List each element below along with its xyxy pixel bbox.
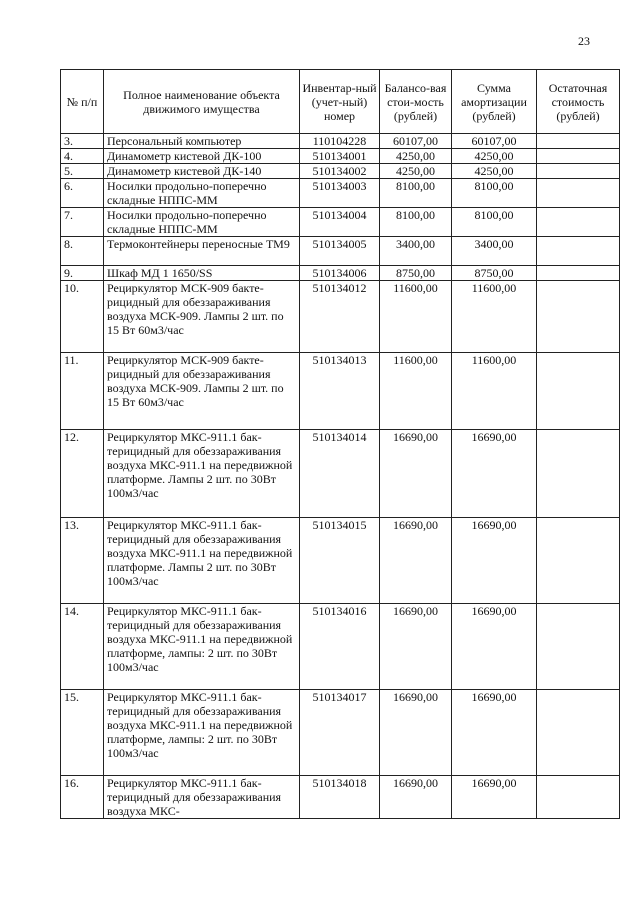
row-name: Динамометр кистевой ДК-100 <box>104 149 300 164</box>
row-amortization: 16690,00 <box>452 604 537 690</box>
row-balance-value: 8100,00 <box>380 179 452 208</box>
row-balance-value: 60107,00 <box>380 134 452 149</box>
row-balance-value: 16690,00 <box>380 604 452 690</box>
row-residual-value <box>537 149 620 164</box>
table-row <box>61 353 620 430</box>
table-row <box>61 518 620 604</box>
header-num: № п/п <box>61 70 104 134</box>
row-number: 13. <box>61 518 104 604</box>
row-name: Носилки продольно-поперечно складные НППС-ММ <box>104 208 300 237</box>
row-amortization: 8750,00 <box>452 266 537 281</box>
row-residual-value <box>537 430 620 518</box>
row-name: Носилки продольно-поперечно складные НППС-ММ <box>104 179 300 208</box>
row-residual-value <box>537 179 620 208</box>
row-amortization: 16690,00 <box>452 776 537 819</box>
header-amortization: Сумма амортизации (рублей) <box>452 70 537 134</box>
row-name: Рециркулятор МСК-909 бакте-рицидный для обеззараживания воздуха МСК-909. Лампы 2 шт. по 15 Вт 60м3/час <box>104 281 300 353</box>
row-balance-value: 16690,00 <box>380 690 452 776</box>
row-residual-value <box>537 134 620 149</box>
header-name: Полное наименование объекта движимого имущества <box>104 70 300 134</box>
table-row <box>61 690 620 776</box>
table-row <box>61 281 620 353</box>
row-name: Термоконтейнеры переносные ТМ9 <box>104 237 300 266</box>
row-balance-value: 3400,00 <box>380 237 452 266</box>
table-row <box>61 149 620 164</box>
row-inventory-number: 510134016 <box>300 604 380 690</box>
row-inventory-number: 510134001 <box>300 149 380 164</box>
row-name: Рециркулятор МКС-911.1 бак-терицидный для обеззараживания воздуха МКС- <box>104 776 300 819</box>
table-body <box>61 134 620 819</box>
row-name: Рециркулятор МКС-911.1 бак-терицидный для обеззараживания воздуха МКС-911.1 на передвижной платформе, лампы: 2 шт. по 30Вт 100м3/час <box>104 690 300 776</box>
row-inventory-number: 510134015 <box>300 518 380 604</box>
table-row <box>61 430 620 518</box>
row-amortization: 8100,00 <box>452 179 537 208</box>
table-row <box>61 266 620 281</box>
row-residual-value <box>537 281 620 353</box>
row-balance-value: 16690,00 <box>380 518 452 604</box>
row-inventory-number: 510134003 <box>300 179 380 208</box>
row-inventory-number: 510134006 <box>300 266 380 281</box>
row-residual-value <box>537 604 620 690</box>
inventory-table <box>60 69 620 819</box>
row-number: 9. <box>61 266 104 281</box>
row-inventory-number: 510134002 <box>300 164 380 179</box>
row-name: Динамометр кистевой ДК-140 <box>104 164 300 179</box>
row-balance-value: 16690,00 <box>380 430 452 518</box>
row-number: 7. <box>61 208 104 237</box>
row-residual-value <box>537 208 620 237</box>
row-amortization: 16690,00 <box>452 430 537 518</box>
row-name: Рециркулятор МКС-911.1 бак-терицидный для обеззараживания воздуха МКС-911.1 на передвижной платформе. Лампы 2 шт. по 30Вт 100м3/час <box>104 430 300 518</box>
table-header-row <box>61 70 620 134</box>
table-row <box>61 164 620 179</box>
row-number: 11. <box>61 353 104 430</box>
row-balance-value: 4250,00 <box>380 149 452 164</box>
row-number: 10. <box>61 281 104 353</box>
header-balance-value: Балансо-вая стои-мость (рублей) <box>380 70 452 134</box>
row-inventory-number: 510134005 <box>300 237 380 266</box>
row-balance-value: 8100,00 <box>380 208 452 237</box>
row-residual-value <box>537 690 620 776</box>
row-inventory-number: 510134012 <box>300 281 380 353</box>
table-row <box>61 604 620 690</box>
row-balance-value: 11600,00 <box>380 353 452 430</box>
row-amortization: 4250,00 <box>452 164 537 179</box>
row-inventory-number: 110104228 <box>300 134 380 149</box>
table-row <box>61 179 620 208</box>
row-inventory-number: 510134013 <box>300 353 380 430</box>
row-name: Рециркулятор МКС-911.1 бак-терицидный для обеззараживания воздуха МКС-911.1 на передвижной платформе, лампы: 2 шт. по 30Вт 100м3/час <box>104 604 300 690</box>
row-amortization: 16690,00 <box>452 518 537 604</box>
row-amortization: 11600,00 <box>452 353 537 430</box>
row-residual-value <box>537 237 620 266</box>
row-amortization: 4250,00 <box>452 149 537 164</box>
header-inventory-number: Инвентар-ный (учет-ный) номер <box>300 70 380 134</box>
row-amortization: 3400,00 <box>452 237 537 266</box>
header-residual-value: Остаточная стоимость (рублей) <box>537 70 620 134</box>
row-number: 14. <box>61 604 104 690</box>
row-inventory-number: 510134018 <box>300 776 380 819</box>
row-residual-value <box>537 353 620 430</box>
row-number: 16. <box>61 776 104 819</box>
row-name: Рециркулятор МКС-911.1 бак-терицидный для обеззараживания воздуха МКС-911.1 на передвижной платформе. Лампы 2 шт. по 30Вт 100м3/час <box>104 518 300 604</box>
row-residual-value <box>537 164 620 179</box>
row-amortization: 8100,00 <box>452 208 537 237</box>
row-balance-value: 16690,00 <box>380 776 452 819</box>
row-amortization: 11600,00 <box>452 281 537 353</box>
row-number: 3. <box>61 134 104 149</box>
row-balance-value: 11600,00 <box>380 281 452 353</box>
table-row <box>61 776 620 819</box>
row-number: 6. <box>61 179 104 208</box>
row-number: 12. <box>61 430 104 518</box>
row-name: Рециркулятор МСК-909 бакте-рицидный для обеззараживания воздуха МСК-909. Лампы 2 шт. по 15 Вт 60м3/час <box>104 353 300 430</box>
row-name: Персональный компьютер <box>104 134 300 149</box>
page-number: 23 <box>578 34 590 48</box>
row-amortization: 16690,00 <box>452 690 537 776</box>
table-row <box>61 208 620 237</box>
row-balance-value: 8750,00 <box>380 266 452 281</box>
row-residual-value <box>537 776 620 819</box>
row-number: 4. <box>61 149 104 164</box>
row-number: 5. <box>61 164 104 179</box>
table-row <box>61 237 620 266</box>
row-residual-value <box>537 266 620 281</box>
row-name: Шкаф МД 1 1650/SS <box>104 266 300 281</box>
row-residual-value <box>537 518 620 604</box>
row-balance-value: 4250,00 <box>380 164 452 179</box>
row-number: 8. <box>61 237 104 266</box>
row-inventory-number: 510134004 <box>300 208 380 237</box>
table-row <box>61 134 620 149</box>
row-amortization: 60107,00 <box>452 134 537 149</box>
row-number: 15. <box>61 690 104 776</box>
row-inventory-number: 510134017 <box>300 690 380 776</box>
row-inventory-number: 510134014 <box>300 430 380 518</box>
